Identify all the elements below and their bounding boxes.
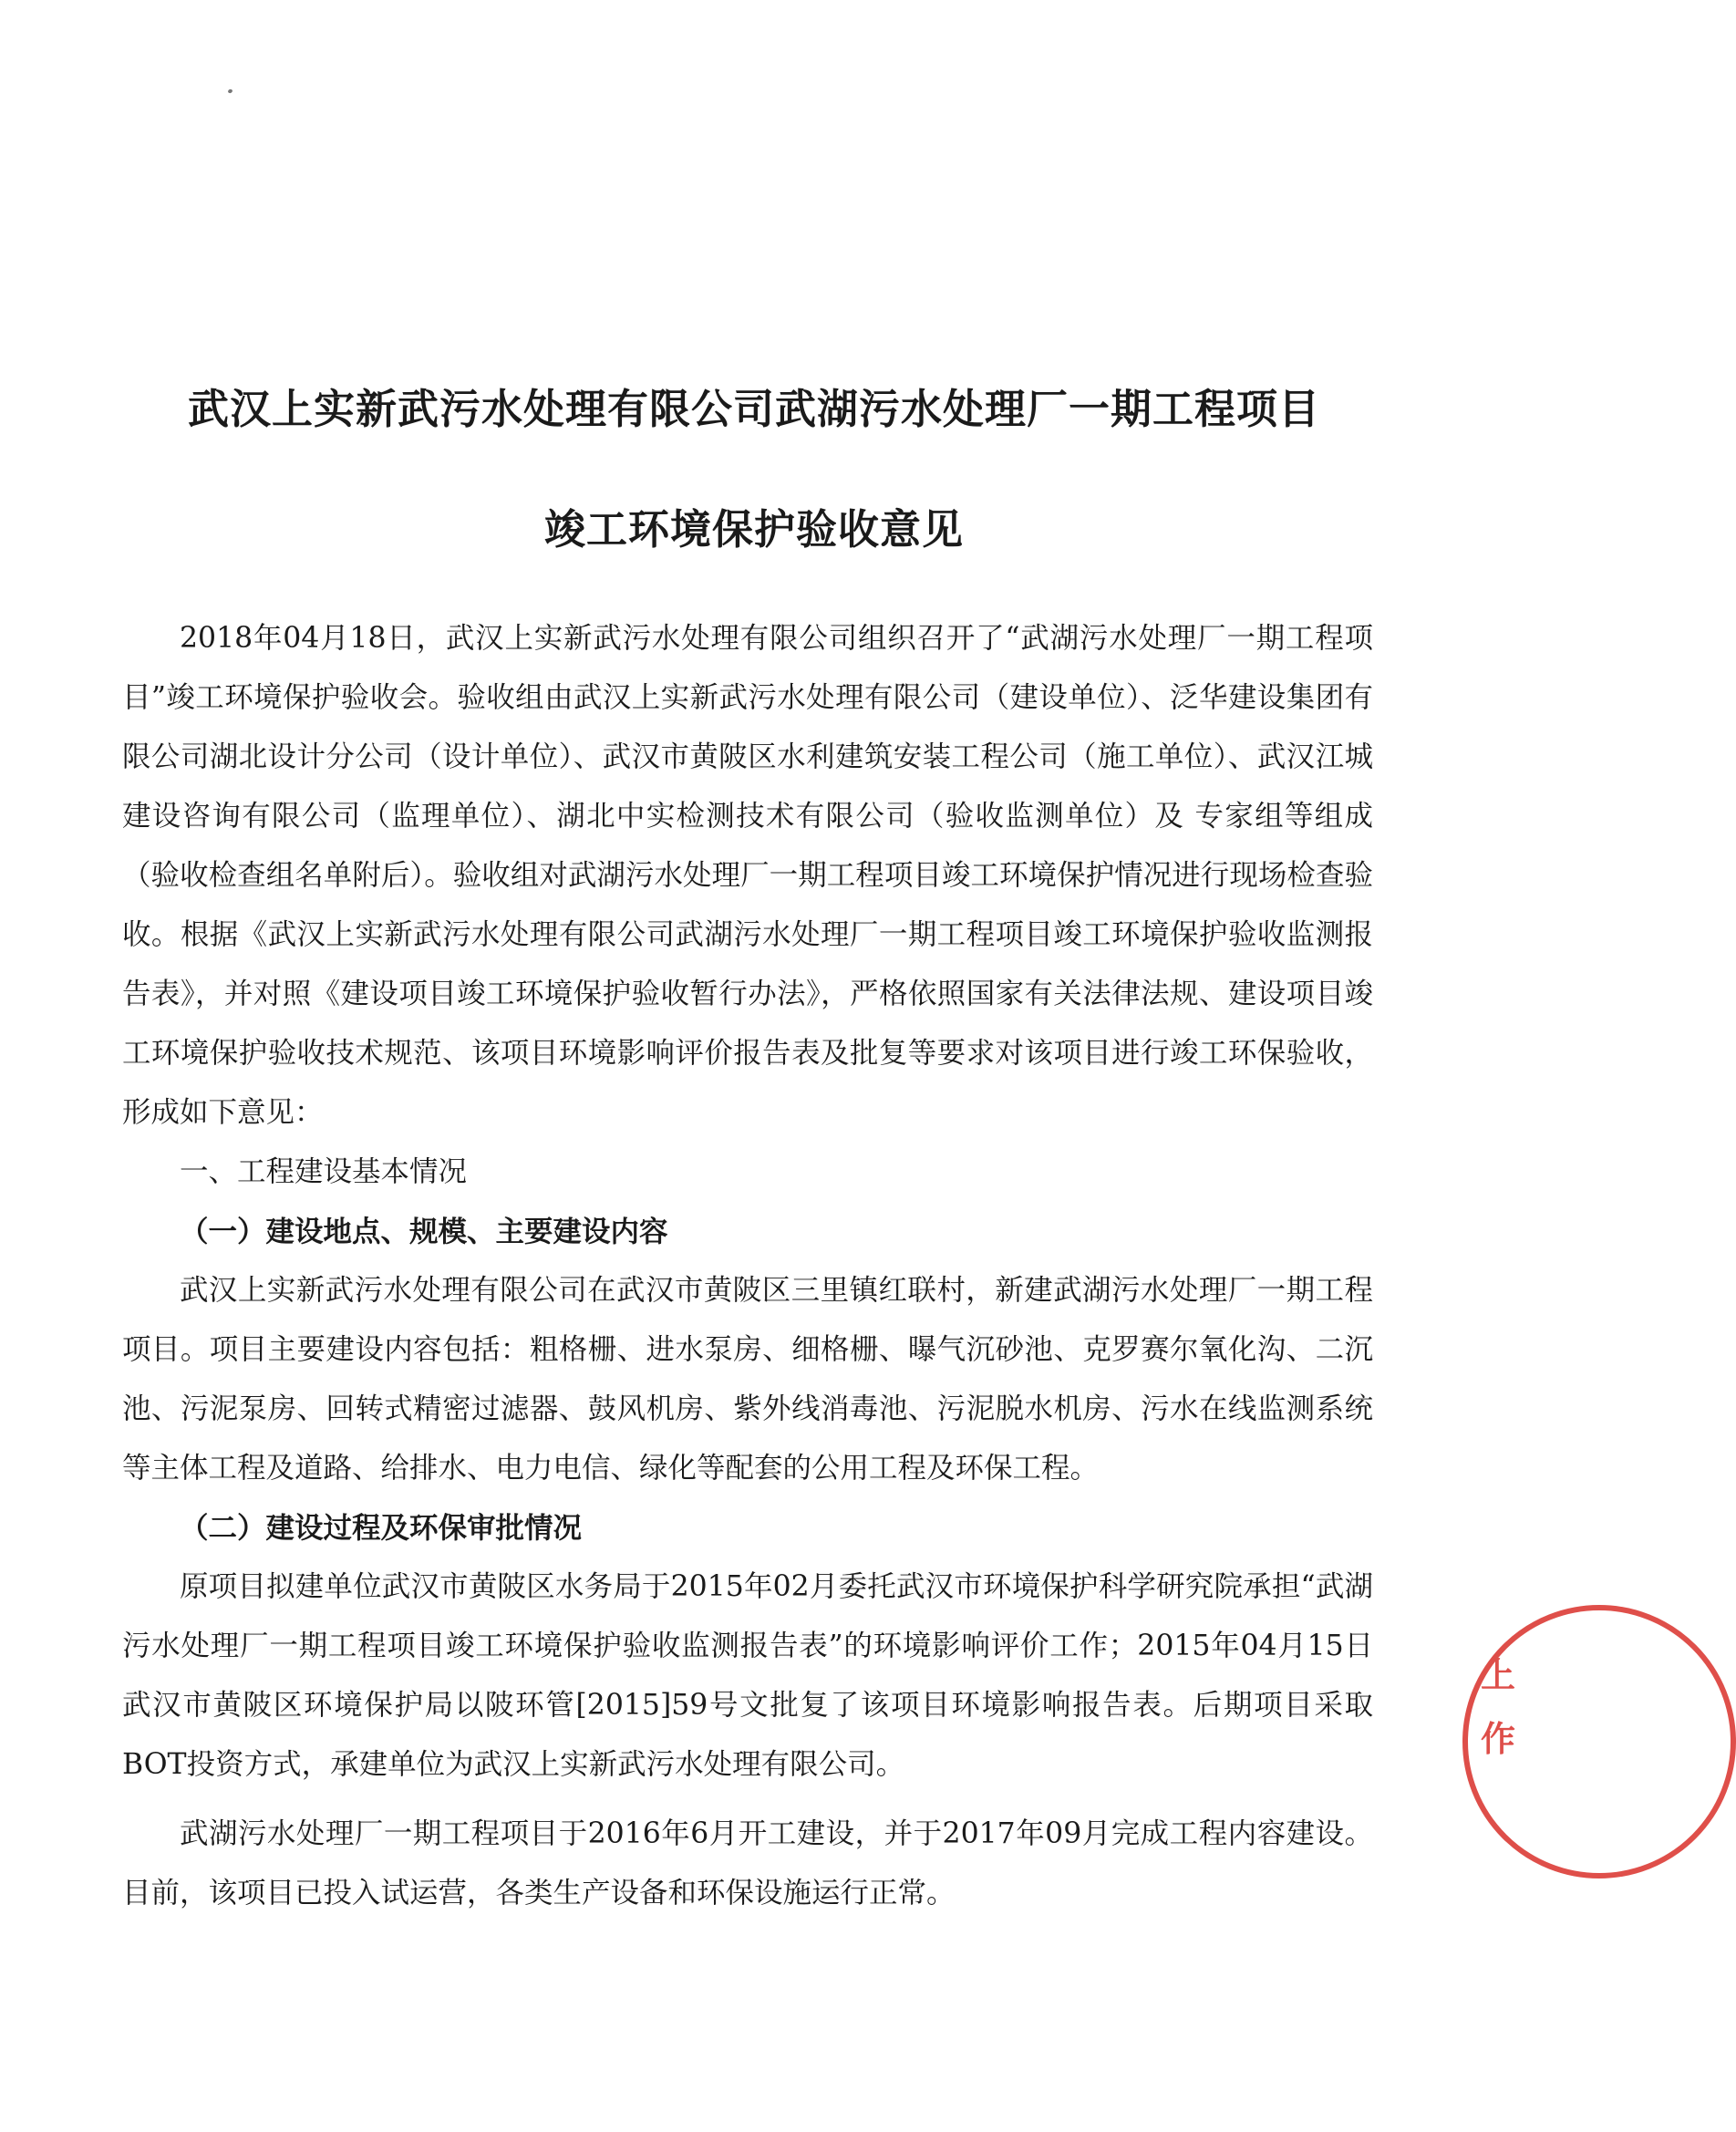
document-title-line-2: 竣工环境保护验收意见	[543, 505, 964, 554]
section-1-sub-2-heading: （二）建设过程及环保审批情况	[180, 1511, 583, 1545]
document-title-line-1: 武汉上实新武污水处理有限公司武湖污水处理厂一期工程项目	[187, 385, 1320, 433]
document-body	[122, 609, 1373, 1923]
section-1-sub-1-heading: （一）建设地点、规模、主要建设内容	[180, 1215, 668, 1248]
section-1-sub-2-paragraph-2: 武湖污水处理厂一期工程项目于2016年6月开工建设，并于2017年09月完成工程内容建设。目前，该项目已投入试运营，各类生产设备和环保设施运行正常。	[122, 1817, 1373, 1909]
stamp-text-1: 上	[1481, 1655, 1516, 1695]
section-1-heading: 一、工程建设基本情况	[180, 1155, 468, 1188]
stamp-text-2: 作	[1481, 1719, 1516, 1759]
company-seal-stamp	[1462, 1605, 1736, 1878]
intro-paragraph: 2018年04月18日，武汉上实新武污水处理有限公司组织召开了“武湖污水处理厂一期工程项目”竣工环境保护验收会。验收组由武汉上实新武污水处理有限公司（建设单位）、泛华建设集团有限公司湖北设计分公司（设计单位）、武汉市黄陂区水利建筑安装工程公司（施工单位）、武汉江城建设咨询有限公司（监理单位）、湖北中实检测技术有限公司（验收监测单位）及 专家组等组成（验收检查组名单附后）。验收组对武湖污水处理厂一期工程项目竣工环境保护情况进行现场检查验收。根据《武汉上实新武污水处理有限公司武湖污水处理厂一期工程项目竣工环境保护验收监测报告表》，并对照《建设项目竣工环境保护验收暂行办法》，严格依照国家有关法律法规、建设项目竣工环境保护验收技术规范、该项目环境影响评价报告表及批复等要求对该项目进行竣工环保验收，形成如下意见：	[122, 622, 1374, 1129]
section-1-sub-1-paragraph: 武汉上实新武污水处理有限公司在武汉市黄陂区三里镇红联村，新建武湖污水处理厂一期工程项目。项目主要建设内容包括：粗格栅、进水泵房、细格栅、曝气沉砂池、克罗赛尔氧化沟、二沉池、污泥泵房、回转式精密过滤器、鼓风机房、紫外线消毒池、污泥脱水机房、污水在线监测系统等主体工程及道路、给排水、电力电信、绿化等配套的公用工程及环保工程。	[122, 1274, 1373, 1485]
scan-speck	[227, 88, 232, 94]
section-1-sub-2-paragraph-1: 原项目拟建单位武汉市黄陂区水务局于2015年02月委托武汉市环境保护科学研究院承担“武湖污水处理厂一期工程项目竣工环境保护验收监测报告表”的环境影响评价工作；2015年04月15日武汉市黄陂区环境保护局以陂环管[2015]59号文批复了该项目环境影响报告表。后期项目采取BOT投资方式，承建单位为武汉上实新武污水处理有限公司。	[122, 1570, 1373, 1781]
